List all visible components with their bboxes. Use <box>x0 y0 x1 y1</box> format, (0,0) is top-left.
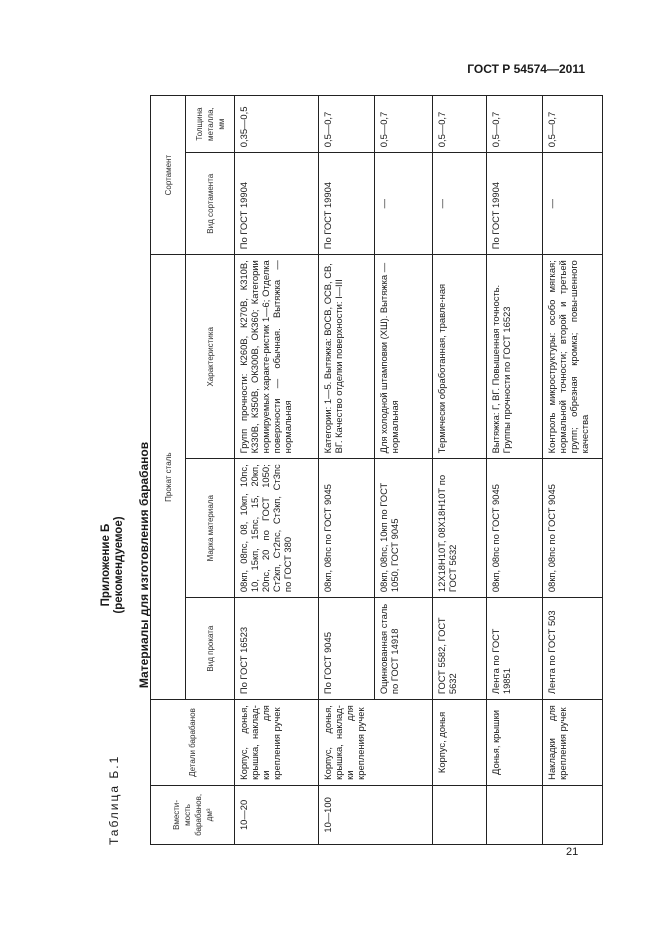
cell-characteristics: Категории: 1—5. Вытяжка: ВОСВ, ОСВ, СВ, ВГ. Качество отделки поверхности: I—III <box>319 255 375 459</box>
appendix-title: Приложение Б <box>100 523 112 607</box>
cell-grade: 08кп, 08пс по ГОСТ 9045 <box>319 459 375 598</box>
col-header-parts: Детали барабанов <box>151 700 235 786</box>
cell-thickness: 0,5—0,7 <box>319 96 375 153</box>
table-row <box>235 96 319 845</box>
cell-thickness: 0,5—0,7 <box>487 96 543 153</box>
col-header-characteristics: Характеристика <box>186 255 235 459</box>
cell-rolled-type: По ГОСТ 16523 <box>235 598 319 700</box>
cell-characteristics: Для холодной штамповки (ХШ). Вытяжка — нормальная <box>375 255 433 459</box>
cell-characteristics: Групп прочности: К260В, К270В, К310В, К330В, К350В, ОК300В, ОК360; Категории нормируемых характе-ристик 1—6; Отделка поверхности — обычная. Вытяжка — нормальная <box>235 255 319 459</box>
cell-capacity <box>487 785 543 844</box>
cell-parts: Корпус, донья, крышка, наклад-ки для крепления ручек <box>319 700 433 786</box>
table-row <box>487 96 543 845</box>
cell-parts: Корпус, донья, крышка, наклад-ки для крепления ручек <box>235 700 319 786</box>
cell-grade: 08кп, 08пс, 08, 10кп, 10пс, 10, 15кп, 15пс, 15, 20кп, 20пс, 20 по ГОСТ 1050; Ст2кп, Ст2пс, Ст3кп, Ст3пс по ГОСТ 380 <box>235 459 319 598</box>
col-header-thickness: Толщина металла, мм <box>186 96 235 153</box>
cell-characteristics: Контроль микроструктуры: особо мягкая; нормальной точности; второй и третьей групп; обрезная кромка; повы-шенного качества <box>543 255 603 459</box>
cell-assortment-type: По ГОСТ 19904 <box>487 153 543 255</box>
table-row <box>433 96 487 845</box>
cell-thickness: 0,5—0,7 <box>433 96 487 153</box>
cell-rolled-type: Лента по ГОСТ 19851 <box>487 598 543 700</box>
cell-characteristics: Термически обработанная, травле-ная <box>433 255 487 459</box>
col-header-rolled-steel: Прокат сталь <box>151 255 186 700</box>
table-heading: Материалы для изготовления барабанов <box>137 441 151 689</box>
cell-parts: Донья, крышки <box>487 700 543 786</box>
cell-assortment-type: По ГОСТ 19904 <box>319 153 375 255</box>
cell-thickness: 0,5—0,7 <box>375 96 433 153</box>
table-row <box>319 96 375 845</box>
cell-assortment-type: — <box>433 153 487 255</box>
cell-rolled-type: Оцинкованная сталь по ГОСТ 14918 <box>375 598 433 700</box>
cell-rolled-type: Лента по ГОСТ 503 <box>543 598 603 700</box>
cell-capacity: 10—20 <box>235 785 319 844</box>
cell-thickness: 0,5—0,7 <box>543 96 603 153</box>
cell-rolled-type: По ГОСТ 9045 <box>319 598 375 700</box>
cell-capacity <box>543 785 603 844</box>
cell-grade: 08кп, 08пс, 10кп по ГОСТ 1050, ГОСТ 9045 <box>375 459 433 598</box>
col-header-assortment-type: Вид сортамента <box>186 153 235 255</box>
cell-assortment-type: — <box>375 153 433 255</box>
rotated-page-content <box>100 85 590 845</box>
table-label: Таблица Б.1 <box>107 754 121 845</box>
materials-table <box>150 95 603 845</box>
col-header-rolled-type: Вид проката <box>186 598 235 700</box>
cell-rolled-type: ГОСТ 5582, ГОСТ 5632 <box>433 598 487 700</box>
col-header-grade: Марка материала <box>186 459 235 598</box>
cell-parts: Накладки для крепления ручек <box>543 700 603 786</box>
cell-grade: 08кп, 08пс по ГОСТ 9045 <box>543 459 603 598</box>
cell-parts: Корпус, донья <box>433 700 487 786</box>
cell-assortment-type: По ГОСТ 19904 <box>235 153 319 255</box>
cell-capacity <box>433 785 487 844</box>
table-row <box>543 96 603 845</box>
cell-capacity: 10—100 <box>319 785 433 844</box>
page-number: 21 <box>566 846 579 858</box>
cell-characteristics: Вытяжка: Г, ВГ. Повышенная точность. Группы прочности по ГОСТ 16523 <box>487 255 543 459</box>
col-header-capacity: Вмести-мость барабанов, дм³ <box>151 785 235 844</box>
cell-thickness: 0,35—0,5 <box>235 96 319 153</box>
col-header-assortment: Сортамент <box>151 96 186 255</box>
cell-grade: 08кп, 08пс по ГОСТ 9045 <box>487 459 543 598</box>
cell-assortment-type: — <box>543 153 603 255</box>
appendix-subtitle: (рекомендуемое) <box>113 516 125 614</box>
document-standard-header: ГОСТ Р 54574—2011 <box>467 62 585 76</box>
cell-grade: 12Х18Н10Т, 08Х18Н10Т по ГОСТ 5632 <box>433 459 487 598</box>
